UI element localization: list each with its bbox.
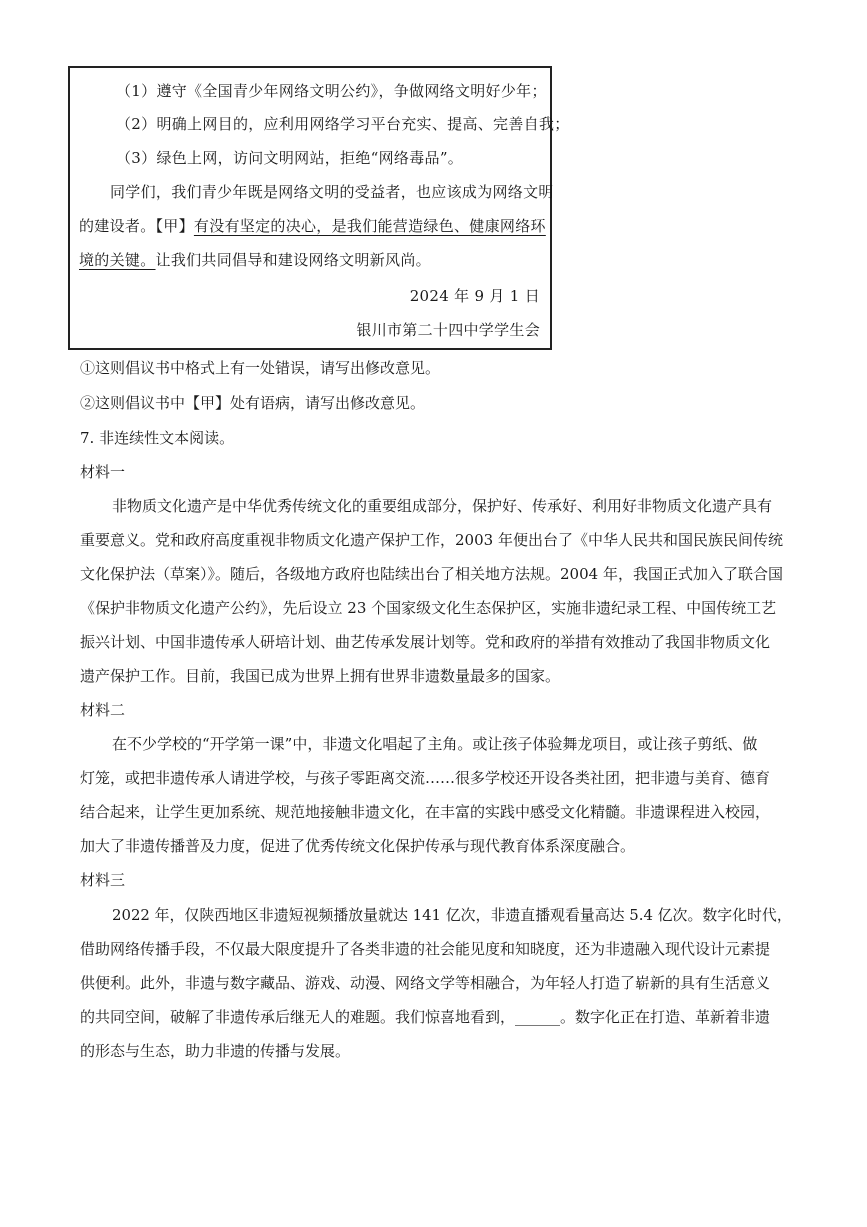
material-1-line: 文化保护法（草案）》。随后，各级地方政府也陆续出台了相关地方法规。2004 年，我国正式加入了联合国 — [80, 565, 783, 583]
proposal-paragraph-line-2 — [79, 216, 546, 236]
material-1-line: 振兴计划、中国非遗传承人研培计划、曲艺传承发展计划等。党和政府的举措有效推动了我国非物质文化 — [80, 633, 771, 651]
proposal-paragraph-line-3 — [79, 250, 431, 270]
material-3-title: 材料三 — [80, 871, 126, 889]
proposal-signature: 银川市第二十四中学学生会 — [356, 321, 540, 339]
material-1-line: 遗产保护工作。目前，我国已成为世界上拥有世界非遗数量最多的国家。 — [80, 667, 561, 685]
material-3-line: 的共同空间，破解了非遗传承后继无人的难题。我们惊喜地看到，______。数字化正在打造、革新着非遗 — [80, 1008, 771, 1026]
proposal-item-1: （1）遵守《全国青少年网络文明公约》，争做网络文明好少年； — [116, 82, 547, 100]
proposal-sentence-jia-part1: 有没有坚定的决心，是我们能营造绿色、健康网络环 — [193, 217, 546, 235]
material-1-line: 《保护非物质文化遗产公约》，先后设立 23 个国家级文化生态保护区，实施非遗纪录工程、中国传统工艺 — [80, 599, 777, 617]
material-1-line: 非物质文化遗产是中华优秀传统文化的重要组成部分，保护好、传承好、利用好非物质文化遗产具有 — [112, 497, 773, 515]
proposal-date: 2024 年 9 月 1 日 — [409, 287, 540, 305]
material-2-title: 材料二 — [80, 701, 126, 719]
material-2-line: 在不少学校的“开学第一课”中，非遗文化唱起了主角。或让孩子体验舞龙项目，或让孩子剪纸、做 — [112, 735, 758, 753]
material-1-title: 材料一 — [80, 463, 126, 481]
proposal-paragraph-rest: 让我们共同倡导和建设网络文明新风尚。 — [155, 251, 431, 269]
material-3-line: 的形态与生态，助力非遗的传播与发展。 — [80, 1042, 351, 1060]
proposal-paragraph-line-1: 同学们，我们青少年既是网络文明的受益者，也应该成为网络文明 — [110, 183, 554, 201]
material-3-line: 2022 年，仅陕西地区非遗短视频播放量就达 141 亿次，非遗直播观看量高达 5.4 亿次。数字化时代， — [112, 906, 792, 924]
question-1: ①这则倡议书中格式上有一处错误，请写出修改意见。 — [80, 359, 441, 377]
proposal-paragraph-prefix: 的建设者。【甲】 — [79, 217, 194, 235]
proposal-item-3: （3）绿色上网，访问文明网站，拒绝“网络毒品”。 — [116, 149, 464, 167]
question-2: ②这则倡议书中【甲】处有语病，请写出修改意见。 — [80, 394, 426, 412]
proposal-sentence-jia-part2: 境的关键。 — [79, 251, 156, 269]
material-2-line: 灯笼，或把非遗传承人请进学校，与孩子零距离交流……很多学校还开设各类社团，把非遗与美育、德育 — [80, 769, 771, 787]
material-3-line: 借助网络传播手段，不仅最大限度提升了各类非遗的社会能见度和知晓度，还为非遗融入现代设计元素提 — [80, 940, 771, 958]
proposal-item-2: （2）明确上网目的，应利用网络学习平台充实、提高、完善自我； — [116, 115, 570, 133]
material-2-line: 结合起来，让学生更加系统、规范地接触非遗文化，在丰富的实践中感受文化精髓。非遗课程进入校园， — [80, 803, 771, 821]
question-7-heading: 7. 非连续性文本阅读。 — [80, 429, 235, 447]
proposal-box — [68, 66, 570, 350]
material-1-line: 重要意义。党和政府高度重视非物质文化遗产保护工作，2003 年便出台了《中华人民共和国民族民间传统 — [80, 531, 783, 549]
material-3-line: 供便利。此外，非遗与数字藏品、游戏、动漫、网络文学等相融合，为年轻人打造了崭新的具有生活意义 — [80, 974, 771, 992]
material-2-line: 加大了非遗传播普及力度，促进了优秀传统文化保护传承与现代教育体系深度融合。 — [80, 837, 636, 855]
